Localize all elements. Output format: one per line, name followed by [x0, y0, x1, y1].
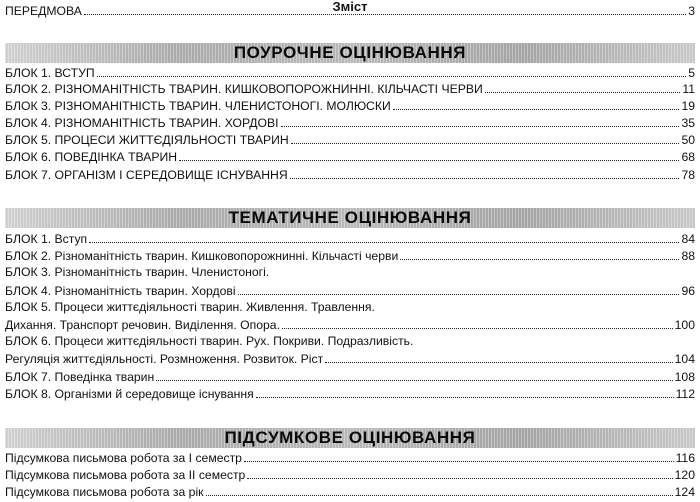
toc-entry-label: БЛОК 6. ПОВЕДІНКА ТВАРИН — [5, 150, 178, 164]
toc-entry[interactable] — [5, 248, 695, 263]
leader-dots — [290, 178, 680, 179]
leader-dots — [256, 397, 674, 398]
leader-dots — [84, 14, 686, 15]
toc-entry-page: 88 — [681, 249, 695, 263]
toc-entry-page: 96 — [681, 284, 695, 298]
toc-entry[interactable] — [5, 132, 695, 147]
toc-entry-continuation-label: Регуляція життєдіяльності. Розмноження. Розвиток. Ріст — [5, 352, 324, 366]
toc-entry-label: Підсумкова письмова робота за рік — [5, 485, 204, 499]
toc-entry-page: 19 — [681, 99, 695, 113]
toc-entry-continuation[interactable] — [5, 317, 695, 332]
toc-entry-label: БЛОК 6. Процеси життєдіяльності тварин. Рух. Покриви. Подразливість. — [5, 334, 414, 348]
toc-entry-label: Підсумкова письмова робота за І семестр — [5, 451, 242, 465]
toc-entry[interactable] — [5, 167, 695, 182]
toc-entry-page: 112 — [675, 387, 695, 401]
toc-entry-label: БЛОК 1. ВСТУП — [5, 66, 95, 80]
toc-entry-label: БЛОК 4. Різноманітність тварин. Хордові — [5, 284, 236, 298]
toc-entry-label: БЛОК 5. ПРОЦЕСИ ЖИТТЄДІЯЛЬНОСТІ ТВАРИН — [5, 133, 289, 147]
toc-entry-page: 50 — [681, 133, 695, 147]
toc-entry-label: БЛОК 2. Різноманітність тварин. Кишковопорожнинні. Кільчасті черви — [5, 249, 399, 263]
toc-entry[interactable] — [5, 283, 695, 298]
toc-entry[interactable] — [5, 334, 695, 349]
leader-dots — [97, 76, 687, 77]
toc-entry-page: 5 — [688, 66, 695, 80]
leader-dots — [179, 160, 679, 161]
leader-dots — [206, 495, 673, 496]
toc-entry-label: БЛОК 7. ОРГАНІЗМ І СЕРЕДОВИЩЕ ІСНУВАННЯ — [5, 168, 288, 182]
toc-entry-page: 120 — [674, 468, 695, 482]
toc-entry[interactable] — [5, 65, 695, 80]
leader-dots — [244, 461, 674, 462]
section-header — [5, 208, 695, 228]
toc-entry[interactable] — [5, 231, 695, 246]
toc-entry-page: 84 — [681, 232, 695, 246]
toc-entry[interactable] — [5, 369, 695, 384]
toc-entry-page: 116 — [675, 451, 695, 465]
toc-entry[interactable] — [5, 115, 695, 130]
leader-dots — [485, 92, 681, 93]
section-heading: ТЕМАТИЧНЕ ОЦІНЮВАННЯ — [228, 208, 472, 227]
toc-entry-page: 35 — [681, 116, 695, 130]
toc-entry-label: БЛОК 5. Процеси життєдіяльності тварин. Живлення. Травлення. — [5, 300, 375, 314]
toc-entry[interactable] — [5, 450, 695, 465]
leader-dots — [238, 294, 680, 295]
toc-entry-page: 100 — [674, 318, 695, 332]
toc-entry[interactable] — [5, 149, 695, 164]
toc-entry[interactable] — [5, 265, 695, 280]
toc-entry[interactable] — [5, 467, 695, 482]
page-title: Зміст — [332, 0, 368, 14]
toc-entry-preface[interactable] — [5, 3, 695, 18]
toc-entry-label: Підсумкова письмова робота за ІІ семестр — [5, 468, 246, 482]
leader-dots — [282, 328, 673, 329]
leader-dots — [89, 242, 679, 243]
toc-entry-page: 68 — [681, 150, 695, 164]
section-header — [5, 43, 695, 63]
toc-entry-label: БЛОК 4. РІЗНОМАНІТНІСТЬ ТВАРИН. ХОРДОВІ — [5, 116, 279, 130]
leader-dots — [156, 380, 672, 381]
leader-dots — [393, 109, 680, 110]
toc-entry-page: 78 — [681, 168, 695, 182]
toc-entry[interactable] — [5, 98, 695, 113]
toc-entry-label: БЛОК 3. РІЗНОМАНІТНІСТЬ ТВАРИН. ЧЛЕНИСТОНОГІ. МОЛЮСКИ — [5, 99, 391, 113]
toc-entry[interactable] — [5, 386, 695, 401]
toc-entry-page: 108 — [674, 370, 695, 384]
toc-entry-page: 11 — [682, 82, 695, 96]
section-header — [5, 428, 695, 448]
toc-entry-label: ПЕРЕДМОВА — [5, 4, 82, 18]
leader-dots — [400, 259, 679, 260]
toc-entry-label: БЛОК 7. Поведінка тварин — [5, 370, 155, 384]
toc-entry[interactable] — [5, 484, 695, 499]
toc-entry[interactable] — [5, 300, 695, 315]
toc-entry-label: БЛОК 3. Різноманітність тварин. Членистоногі. — [5, 265, 270, 279]
leader-dots — [247, 478, 672, 479]
toc-entry-label: БЛОК 2. РІЗНОМАНІТНІСТЬ ТВАРИН. КИШКОВОПОРОЖНИННІ. КІЛЬЧАСТІ ЧЕРВИ — [5, 82, 483, 96]
toc-entry-page: 104 — [674, 352, 695, 366]
leader-dots — [281, 126, 680, 127]
toc-entry-page: 124 — [674, 485, 695, 499]
section-heading: ПОУРОЧНЕ ОЦІНЮВАННЯ — [233, 43, 467, 62]
leader-dots — [325, 362, 672, 363]
toc-entry-page: 3 — [688, 4, 695, 18]
toc-entry-label: БЛОК 8. Організми й середовище існування — [5, 387, 254, 401]
leader-dots — [291, 143, 680, 144]
toc-entry-label: БЛОК 1. Вступ — [5, 232, 88, 246]
toc-entry-continuation[interactable] — [5, 351, 695, 366]
section-heading: ПІДСУМКОВЕ ОЦІНЮВАННЯ — [224, 428, 476, 447]
toc-entry-continuation-label: Дихання. Транспорт речовин. Виділення. Опора. — [5, 318, 280, 332]
toc-entry[interactable] — [5, 81, 695, 96]
